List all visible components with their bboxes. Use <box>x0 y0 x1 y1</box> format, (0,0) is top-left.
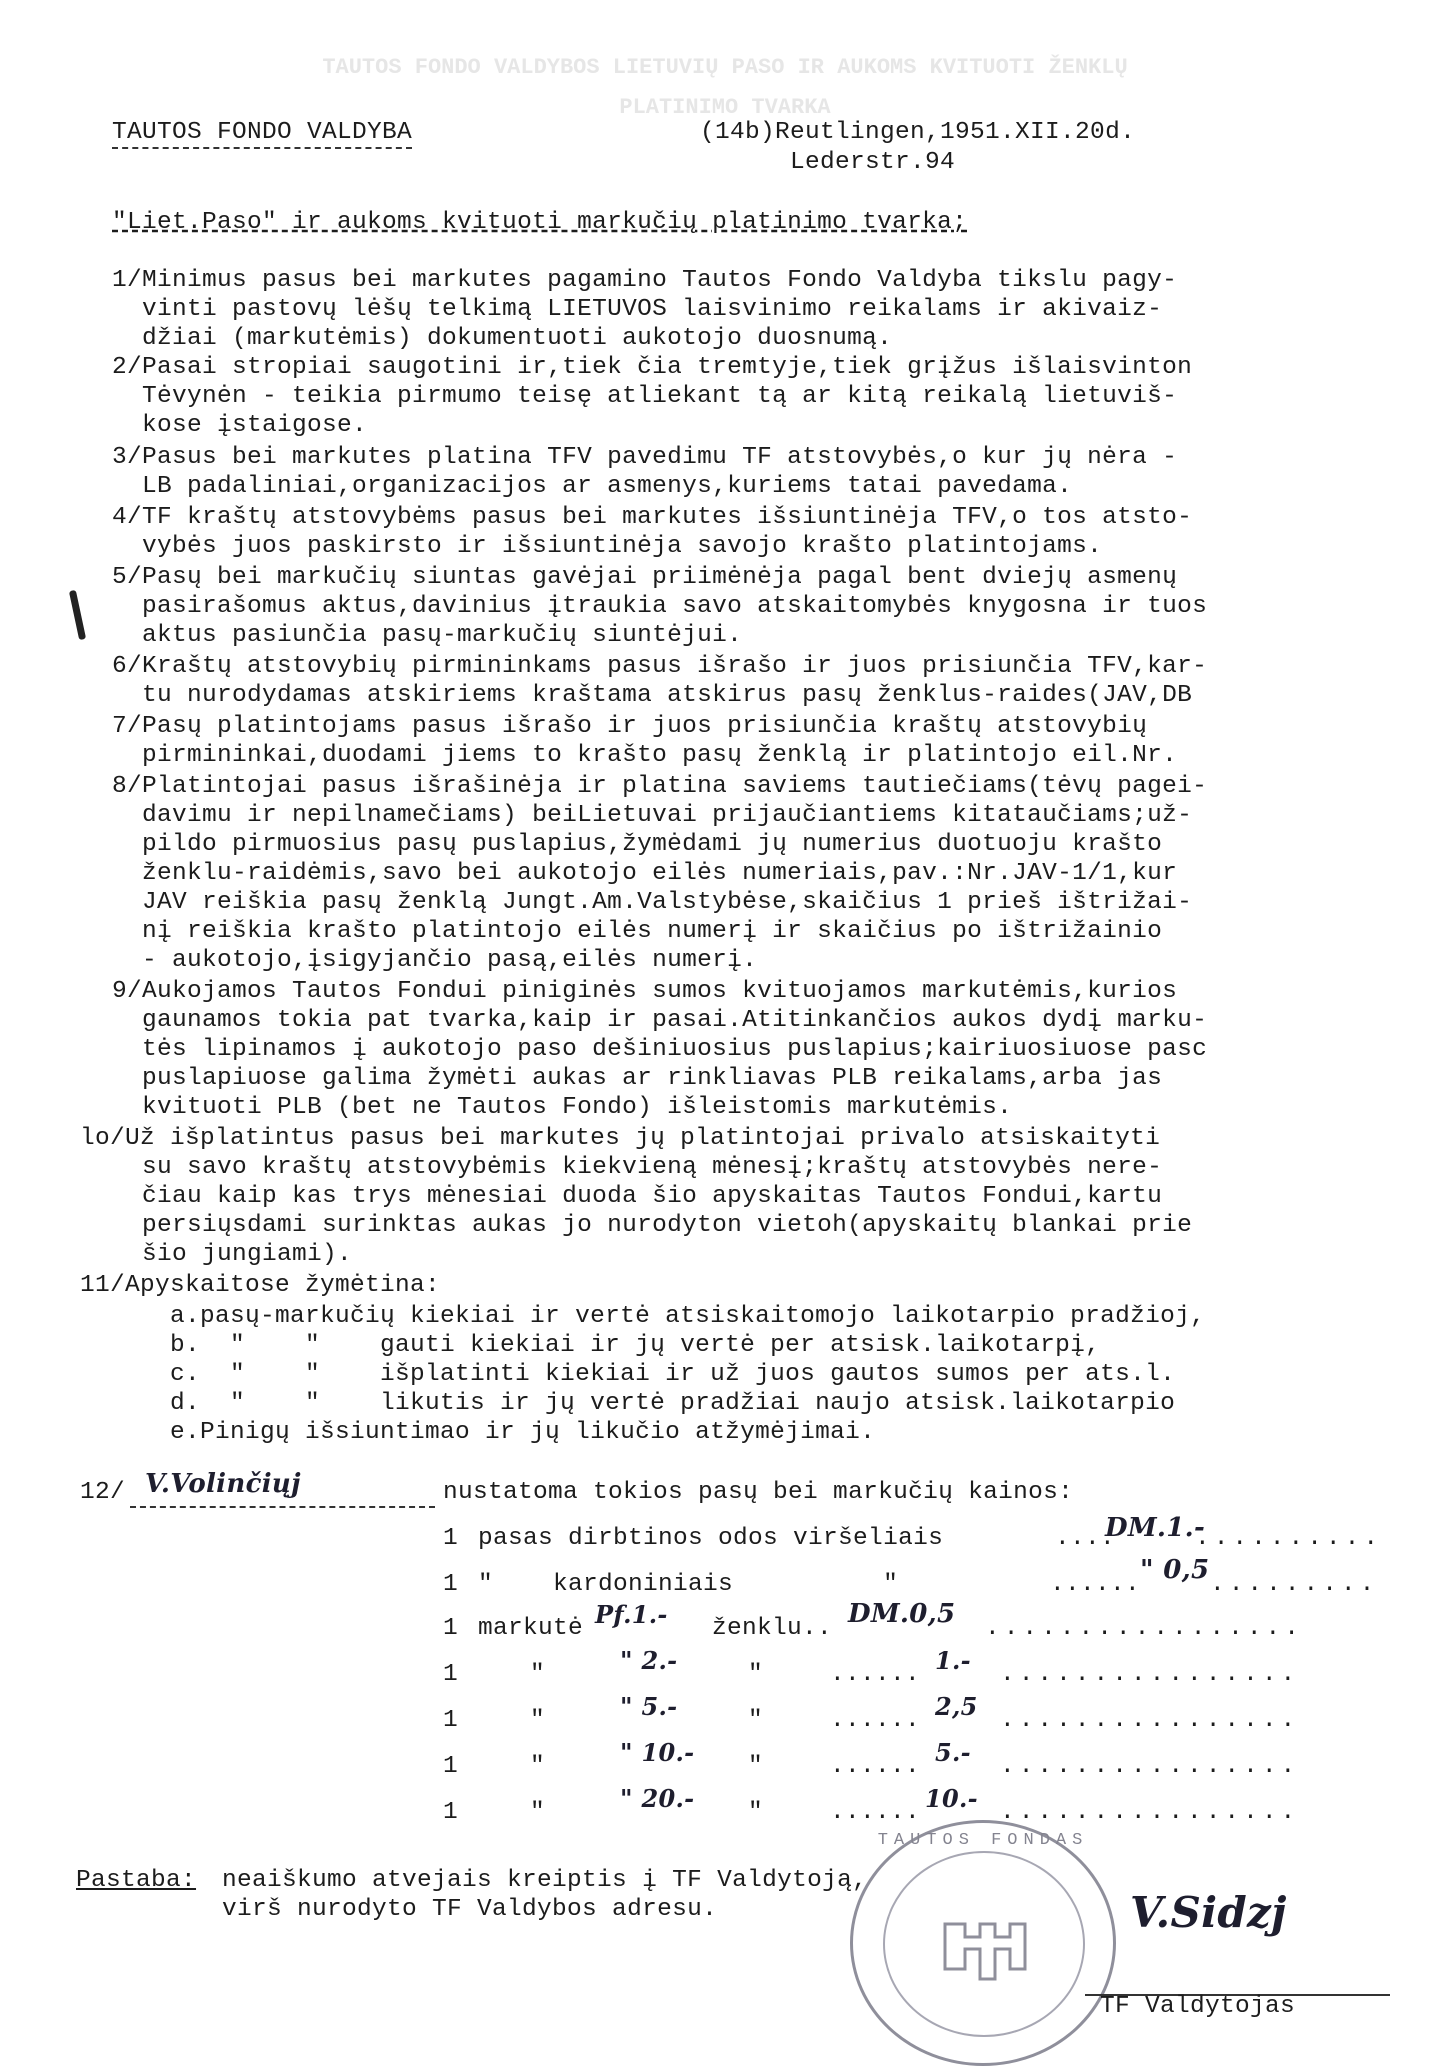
price-desc: " <box>748 1753 764 1780</box>
body-line: ženklu-raidėmis,savo bei aukotojo eilės numeriais,pav.:Nr.JAV-1/1,kur <box>112 860 1178 887</box>
body-line: su savo kraštų atstovybėmis kiekvieną mėnesį;kraštų atstovybės nere- <box>112 1154 1163 1181</box>
body-line: 3/Pasus bei markutes platina TFV pavedimu TF atstovybės,o kur jų nėra - <box>112 444 1178 471</box>
price-handwritten: 1.- <box>935 1646 971 1675</box>
price-desc: pasas dirbtinos odos viršeliais <box>478 1525 944 1552</box>
price-handwritten: " 0,5 <box>1140 1555 1210 1585</box>
list-item: e.Pinigų išsiuntimao ir jų likučio atžymėjimai. <box>170 1419 876 1446</box>
body-line: šio jungiami). <box>112 1241 353 1268</box>
body-line: aktus pasiunčia pasų-markučių siuntėjui. <box>112 622 743 649</box>
list-item: a.pasų-markučių kiekiai ir vertė atsiskaitomojo laikotarpio pradžioj, <box>170 1303 1206 1330</box>
price-dots: .... <box>1055 1525 1116 1552</box>
body-line: - aukotojo,įsigyjančio pasą,eilės numerį. <box>112 947 758 974</box>
note-line-2: virš nurodyto TF Valdybos adresu. <box>222 1896 718 1923</box>
body-line: kose įstaigose. <box>112 412 368 439</box>
handwritten-name: V.Volinčiųj <box>145 1469 301 1499</box>
price-desc: " <box>748 1707 764 1734</box>
price-dots: ...... <box>830 1799 921 1826</box>
body-line: 4/TF kraštų atstovybėms pasus bei markutes išsiuntinėja TFV,o tos atsto- <box>112 504 1193 531</box>
price-qty: 1 <box>443 1525 459 1552</box>
dotted-leader: .......... <box>1195 1525 1383 1552</box>
signature-title: TF Valdytojas <box>1100 1993 1296 2020</box>
price-qty: 1 <box>443 1753 459 1780</box>
body-line: pirmininkai,duodami jiems to krašto pasų ženklą ir platintojo eil.Nr. <box>112 742 1178 769</box>
dotted-leader: ................ <box>1000 1707 1300 1734</box>
body-line: pildo pirmuosius pasų puslapius,žymėdami jų numerius duotuoju krašto <box>112 831 1163 858</box>
note-line-1: neaiškumo atvejais kreiptis į TF Valdytoją, <box>222 1867 868 1894</box>
stamp-text: TAUTOS FONDAS <box>877 1831 1089 1850</box>
item12-number: 12/ <box>80 1479 126 1506</box>
body-line: tu nurodydamas atskiriems kraštama atskirus pasų ženklus-raides(JAV,DB <box>112 682 1193 709</box>
official-stamp <box>850 1820 1116 2066</box>
place-date: (14b)Reutlingen,1951.XII.20d. <box>700 119 1136 146</box>
price-qty: 1 <box>443 1615 459 1642</box>
body-line: 5/Pasų bei markučių siuntas gavėjai priimėnėja pagal bent dviejų asmenų <box>112 564 1178 591</box>
price-desc: " <box>530 1753 546 1780</box>
price-desc: " <box>530 1799 546 1826</box>
body-line: džiai (markutėmis) dokumentuoti aukotojo duosnumą. <box>112 325 893 352</box>
price-desc: " <box>530 1661 546 1688</box>
body-line: nį reiškia krašto platintojo eilės numerį ir skaičius po ištrižainio <box>112 918 1163 945</box>
body-line: davimu ir nepilnamečiams) beiLietuvai prijaučiantiems kitataučiams;už- <box>112 802 1193 829</box>
item12-text: nustatoma tokios pasų bei markučių kainos: <box>443 1479 1074 1506</box>
list-item: d. " " likutis ir jų vertė pradžiai naujo atsisk.laikotarpio <box>170 1390 1176 1417</box>
price-dots: ...... <box>830 1707 921 1734</box>
dotted-leader: ................ <box>1000 1661 1300 1688</box>
street-address: Lederstr.94 <box>790 149 956 176</box>
price-handwritten: DM.1.- <box>1105 1513 1206 1543</box>
price-handwritten: 2,5 <box>935 1692 978 1721</box>
dotted-leader: ......... <box>1210 1571 1379 1598</box>
dotted-leader: ................ <box>1000 1753 1300 1780</box>
columns-of-gediminas-icon <box>935 1909 1035 1989</box>
note-label: Pastaba: <box>76 1867 197 1894</box>
list-item: c. " " išplatinti kiekiai ir už juos gautos sumos per ats.l. <box>170 1361 1176 1388</box>
body-line: kvituoti PLB (bet ne Tautos Fondo) išleistomis markutėmis. <box>112 1094 1013 1121</box>
stamp-value-handwritten: Pf.1.- <box>595 1600 668 1629</box>
margin-pen-mark <box>69 590 86 640</box>
body-line: 7/Pasų platintojams pasus išrašo ir juos prisiunčia kraštų atstovybių <box>112 713 1148 740</box>
body-line: persiųsdami surinktas aukas jo nurodyton vietoh(apyskaitų blankai prie <box>112 1212 1193 1239</box>
body-line: lo/Už išplatintus pasus bei markutes jų platintojai privalo atsiskaityti <box>80 1125 1161 1152</box>
price-qty: 1 <box>443 1571 459 1598</box>
body-line: 8/Platintojai pasus išrašinėja ir platina saviems tautiečiams(tėvų pagei- <box>112 773 1208 800</box>
body-line: 6/Kraštų atstovybių pirmininkams pasus išrašo ir juos prisiunčia TFV,kar- <box>112 653 1208 680</box>
body-line: 11/Apyskaitose žymėtina: <box>80 1272 441 1299</box>
dotted-leader: ................ <box>1000 1799 1300 1826</box>
body-line: vinti pastovų lėšų telkimą LIETUVOS laisvinimo reikalams ir akivaiz- <box>112 296 1163 323</box>
body-line: puslapiuose galima žymėti aukas ar rinkliavas PLB reikalams,arba jas <box>112 1065 1163 1092</box>
body-line: LB padaliniai,organizacijos ar asmenys,kuriems tatai pavedama. <box>112 473 1073 500</box>
price-dots: ...... <box>830 1661 921 1688</box>
price-qty: 1 <box>443 1661 459 1688</box>
price-desc: " kardoniniais " <box>478 1571 899 1598</box>
price-qty: 1 <box>443 1707 459 1734</box>
price-handwritten: 5.- <box>935 1738 971 1767</box>
org-name: TAUTOS FONDO VALDYBA <box>112 118 412 149</box>
body-line: čiau kaip kas trys mėnesiai duoda šio apyskaitas Tautos Fondui,kartu <box>112 1183 1163 1210</box>
price-desc: markutė <box>478 1615 584 1642</box>
body-line: vybės juos paskirsto ir išsiuntinėja savojo krašto platintojams. <box>112 533 1103 560</box>
body-line: gaunamos tokia pat tvarka,kaip ir pasai.Atitinkančios aukos dydį marku- <box>112 1007 1208 1034</box>
dotted-leader: ................. <box>985 1615 1303 1642</box>
body-line: 2/Pasai stropiai saugotini ir,tiek čia tremtyje,tiek grįžus išlaisvinton <box>112 354 1193 381</box>
body-line: JAV reiškia pasų ženklą Jungt.Am.Valstybėse,skaičius 1 prieš ištrižai- <box>112 889 1193 916</box>
price-desc: ženklu.. <box>712 1615 833 1642</box>
price-dots: ...... <box>1050 1571 1141 1598</box>
price-desc: " <box>530 1707 546 1734</box>
price-handwritten: DM.0,5 <box>848 1599 956 1629</box>
body-line: tės lipinamos į aukotojo paso dešiniuosius puslapius;kairiuosiuose pasc <box>112 1036 1208 1063</box>
price-handwritten: 10.- <box>925 1784 978 1813</box>
body-line: 9/Aukojamos Tautos Fondui piniginės sumos kvituojamos markutėmis,kurios <box>97 978 1178 1005</box>
price-dots: ...... <box>830 1753 921 1780</box>
stamp-value-handwritten: " 2.- <box>620 1646 678 1675</box>
body-line: Tėvynėn - teikia pirmumo teisę atliekant tą ar kitą reikalą lietuviš- <box>112 383 1178 410</box>
price-desc: " <box>748 1661 764 1688</box>
bleed-through-text: TAUTOS FONDO VALDYBOS LIETUVIŲ PASO IR AUKOMS KVITUOTI ŽENKLŲ PLATINIMO TVARKA <box>322 55 1128 120</box>
name-line <box>130 1506 435 1508</box>
stamp-value-handwritten: " 5.- <box>620 1692 678 1721</box>
document-title: "Liet.Paso" ir aukoms kvituoti markučių platinimo tvarka; <box>112 209 968 236</box>
price-qty: 1 <box>443 1799 459 1826</box>
signature-handwritten: V.Sidzj <box>1130 1888 1287 1937</box>
list-item: b. " " gauti kiekiai ir jų vertė per atsisk.laikotarpį, <box>170 1332 1101 1359</box>
body-line: 1/Minimus pasus bei markutes pagamino Tautos Fondo Valdyba tikslu pagy- <box>112 267 1178 294</box>
stamp-value-handwritten: " 10.- <box>620 1738 695 1767</box>
price-desc: " <box>748 1799 764 1826</box>
stamp-value-handwritten: " 20.- <box>620 1784 695 1813</box>
body-line: pasirašomus aktus,davinius įtraukia savo atskaitomybės knygosna ir tuos <box>112 593 1208 620</box>
